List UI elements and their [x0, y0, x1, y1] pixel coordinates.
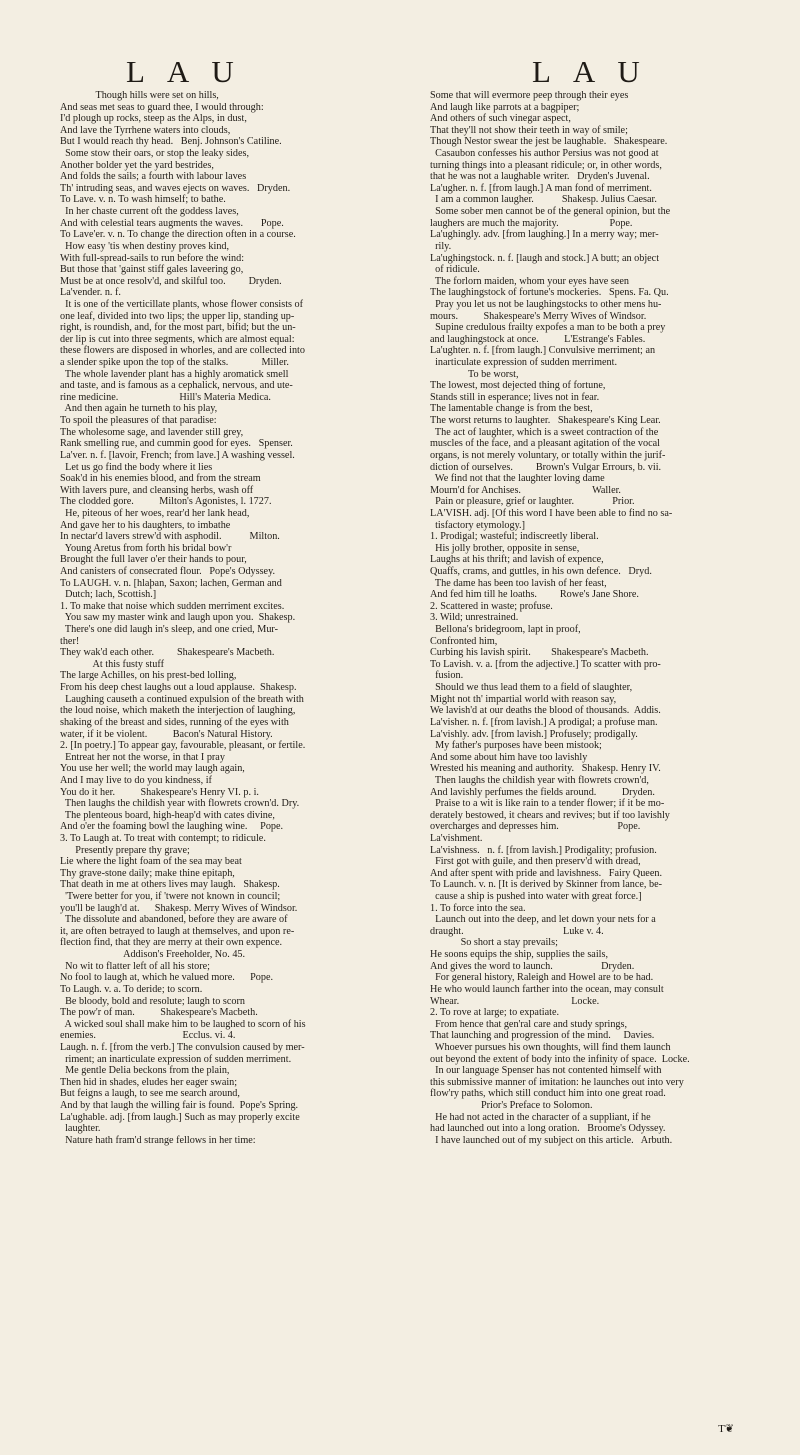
text-line: There's one did laugh in's sleep, and one cried, Mur- [60, 624, 279, 636]
text-line: Whoever pursues his own thoughts, will find them launch [430, 1041, 671, 1053]
text-line: flow'ry paths, which still conduct him into one great road. [430, 1088, 666, 1100]
text-line: Bellona's bridegroom, lapt in proof, [430, 624, 581, 636]
text-line: 3. To Laugh at. To treat with contempt; to ridicule. [60, 833, 266, 844]
text-line: How easy 'tis when destiny proves kind, [60, 240, 230, 252]
text-line: So short a stay prevails; [430, 937, 558, 949]
text-line: Let us go find the body where it lies [60, 461, 213, 473]
text-line: La'ughter. n. f. [from laugh.] Convulsive merriment; an [430, 345, 656, 357]
text-line: Entreat her not the worse, in that I pray [60, 751, 225, 763]
text-line: Stands still in esperance; lives not in fear. [430, 391, 600, 403]
text-line: His jolly brother, opposite in sense, [430, 542, 580, 554]
text-line: To Lave'er. v. n. To change the direction often in a course. [60, 229, 296, 241]
text-line: The lowest, most dejected thing of fortune, [430, 380, 606, 392]
text-line: The dissolute and abandoned, before they are aware of [60, 914, 288, 926]
text-line: He, piteous of her woes, rear'd her lank head, [60, 507, 250, 519]
text-line: From hence that gen'ral care and study springs, [430, 1018, 628, 1030]
text-line: Though Nestor swear the jest be laughable. Shakespeare. [430, 136, 668, 148]
text-line: The act of laughter, which is a sweet contraction of the [430, 426, 659, 438]
text-line: The forlorn maiden, whom your eyes have seen [430, 275, 629, 287]
text-line: At this fusty stuff [60, 658, 164, 670]
text-line: That death in me at others lives may laugh. Shakesp. [60, 879, 280, 891]
text-line: 1. To make that noise which sudden merriment excites. [60, 600, 285, 612]
text-line: 'Twere better for you, if 'twere not known in council; [60, 891, 281, 903]
text-line: It is one of the verticillate plants, whose flower consists of [60, 298, 304, 310]
text-line: Some sober men cannot be of the general opinion, but the [430, 206, 671, 218]
text-line: In our language Spenser has not contented himself with [430, 1065, 662, 1077]
text-line: La'ver. n. f. [lavoir, French; from lave.] A washing vessel. [60, 449, 295, 461]
text-line: No fool to laugh at, which he valued more. Pope. [60, 972, 274, 984]
text-line: of ridicule. [430, 264, 480, 276]
text-line: La'vishment. [430, 833, 483, 844]
text-line: Rank smelling rue, and cummin good for eyes. Spenser. [60, 438, 293, 450]
text-line: fusion. [430, 670, 464, 682]
text-line: right, is roundish, and, for the most part, bifid; but the un- [60, 322, 296, 334]
text-line: inarticulate expression of sudden merriment. [430, 357, 617, 369]
text-line: and taste, and is famous as a cephalick, nervous, and ute- [60, 380, 293, 392]
text-line: And gives the word to launch. Dryden. [430, 960, 635, 972]
text-line: 1. Prodigal; wasteful; indiscreetly liberal. [430, 531, 599, 543]
text-line: Me gentle Delia beckons from the plain, [60, 1065, 230, 1077]
text-line: I'd plough up rocks, steep as the Alps, in dust, [60, 113, 247, 125]
text-line: And seas met seas to guard thee, I would through: [60, 101, 264, 113]
text-line: To be worst, [430, 368, 519, 380]
text-line: Lie where the light foam of the sea may beat [60, 856, 242, 868]
text-line: La'ugher. n. f. [from laugh.] A man fond of merriment. [430, 182, 652, 194]
text-line: My father's purposes have been mistook; [430, 740, 602, 752]
text-line: Though hills were set on hills, [60, 90, 219, 101]
text-line: Praise to a wit is like rain to a tender flower; if it be mo- [430, 798, 665, 810]
text-line: We lavish'd at our deaths the blood of thousands. Addis. [430, 705, 661, 717]
text-line: He soons equips the ship, supplies the sails, [430, 949, 608, 961]
text-line: La'ughable. adj. [from laugh.] Such as may properly excite [60, 1111, 300, 1123]
text-line: Some that will evermore peep through their eyes [430, 90, 629, 101]
text-line: La'visher. n. f. [from lavish.] A prodigal; a profuse man. [430, 716, 658, 728]
text-line: And by that laugh the willing fair is found. Pope's Spring. [60, 1100, 299, 1112]
text-line: And o'er the foaming bowl the laughing wine. Pope. [60, 821, 284, 833]
text-line: He who would launch farther into the ocean, may consult [430, 983, 664, 995]
text-line: Curbing his lavish spirit. Shakespeare's Macbeth. [430, 647, 649, 659]
text-line: We find not that the laughter loving dame [430, 473, 605, 485]
text-line: But feigns a laugh, to see me search around, [60, 1088, 240, 1100]
text-line: Prior's Preface to Solomon. [430, 1100, 593, 1112]
text-line: To Launch. v. n. [It is derived by Skinner from lance, be- [430, 879, 663, 891]
text-line: derately bestowed, it chears and revives; but if too lavishly [430, 809, 670, 821]
text-line: The wholesome sage, and lavender still grey, [60, 426, 244, 438]
text-line: shaking of the breast and sides, running of the eyes with [60, 716, 289, 728]
text-line: Laughing causeth a continued expulsion of the breath with [60, 693, 304, 705]
text-line: riment; an inarticulate expression of sudden merriment. [60, 1053, 292, 1065]
text-line: You do it her. Shakespeare's Henry VI. p. i. [60, 786, 259, 798]
text-line: To Lavish. v. a. [from the adjective.] To scatter with pro- [430, 658, 661, 670]
text-line: You saw my master wink and laugh upon you. Shakesp. [60, 612, 296, 624]
text-line: Quaffs, crams, and guttles, in his own defence. Dryd. [430, 565, 652, 577]
text-line: In nectar'd lavers strew'd with asphodil. Milton. [60, 531, 280, 543]
text-line: First got with guile, and then preserv'd with dread, [430, 856, 641, 868]
text-line: To Lave. v. n. To wash himself; to bathe. [60, 194, 226, 206]
text-line: Thy grave-stone daily; make thine epitaph, [60, 867, 235, 879]
text-line: Casaubon confesses his author Persius was not good at [430, 148, 659, 160]
text-line: Mourn'd for Anchises. Waller. [430, 484, 621, 496]
text-line: And laugh like parrots at a bagpiper; [430, 101, 580, 113]
text-line: Then hid in shades, eludes her eager swain; [60, 1076, 238, 1088]
text-line: laughter. [60, 1123, 101, 1135]
text-line: 2. [In poetry.] To appear gay, favourable, pleasant, or fertile. [60, 740, 306, 752]
text-line: 2. Scattered in waste; profuse. [430, 600, 553, 612]
text-line: The plenteous board, high-heap'd with cates divine, [60, 809, 275, 821]
text-line: the loud noise, which maketh the interjection of laughing, [60, 705, 296, 717]
text-line: had launched out into a long oration. Broome's Odyssey. [430, 1123, 666, 1135]
text-line: La'vishness. n. f. [from lavish.] Prodigality; profusion. [430, 844, 657, 856]
text-line: Supine credulous frailty expofes a man to be both a prey [430, 322, 666, 334]
text-line: For general history, Raleigh and Howel are to be had. [430, 972, 654, 984]
text-line: mours. Shakespeare's Merry Wives of Windsor. [430, 310, 647, 322]
text-line: and laughingstock at once. L'Estrange's Fables. [430, 333, 646, 345]
text-line: Dutch; lach, Scottish.] [60, 589, 157, 601]
text-line: From his deep chest laughs out a loud applause. Shakesp. [60, 682, 297, 694]
text-line: Must be at once resolv'd, and skilful too. Dryden. [60, 275, 282, 287]
text-line: The whole lavender plant has a highly aromatick smell [60, 368, 289, 380]
text-line: ther! [60, 635, 80, 647]
text-line: Launch out into the deep, and let down your nets for a [430, 914, 656, 926]
text-line: And I may live to do you kindness, if [60, 774, 212, 786]
text-line: turning things into a pleasant ridicule; or, in other words, [430, 159, 662, 171]
text-line: you'll be laugh'd at. Shakesp. Merry Wives of Windsor. [60, 902, 298, 914]
text-line: The laughingstock of fortune's mockeries. Spens. Fa. Qu. [430, 287, 669, 299]
text-line: Should we thus lead them to a field of slaughter, [430, 682, 633, 694]
text-line: And some about him have too lavishly [430, 751, 588, 763]
text-line: Pain or pleasure, grief or laughter. Prior. [430, 496, 635, 508]
text-line: And gave her to his daughters, to imbathe [60, 519, 231, 531]
text-line: You use her well; the world may laugh again, [60, 763, 245, 775]
text-line: Addison's Freeholder, No. 45. [60, 949, 246, 961]
text-line: this submissive manner of imitation: he launches out into very [430, 1076, 684, 1088]
text-line: Whear. Locke. [430, 995, 600, 1007]
text-line: And lave the Tyrrhene waters into clouds, [60, 124, 231, 136]
text-line: And with celestial tears augments the waves. Pope. [60, 217, 284, 229]
text-line: one leaf, divided into two lips; the upper lip, standing up- [60, 310, 295, 322]
text-line: Young Aretus from forth his bridal bow'r [60, 542, 232, 554]
text-line: And then again he turneth to his play, [60, 403, 218, 415]
text-line: Some stow their oars, or stop the leaky sides, [60, 148, 250, 160]
text-line: Confronted him, [430, 635, 498, 647]
text-line: enemies. Ecclus. vi. 4. [60, 1030, 236, 1042]
text-line: The dame has been too lavish of her feast, [430, 577, 607, 589]
text-line: But I would reach thy head. Benj. Johnson's Catiline. [60, 136, 282, 148]
text-line: The pow'r of man. Shakespeare's Macbeth. [60, 1007, 258, 1019]
text-line: The clodded gore. Milton's Agonistes, l. 1727. [60, 496, 272, 508]
text-line: La'ughingstock. n. f. [laugh and stock.] A butt; an object [430, 252, 660, 264]
text-line: Wrested his meaning and authority. Shakesp. Henry IV. [430, 763, 661, 775]
text-line: Then laughs the childish year with flowrets crown'd. Dry. [60, 798, 300, 810]
text-line: I am a common laugher. Shakesp. Julius Caesar. [430, 194, 657, 206]
text-line: To Laugh. v. a. To deride; to scorn. [60, 983, 203, 995]
running-head-right: LAU [532, 54, 662, 89]
text-line: The lamentable change is from the best, [430, 403, 593, 415]
right-column [430, 90, 748, 1146]
text-line: The large Achilles, on his prest-bed lolling, [60, 670, 237, 682]
text-line: And canisters of consecrated flour. Pope's Odyssey. [60, 565, 276, 577]
text-line: Then laughs the childish year with flowrets crown'd, [430, 774, 649, 786]
text-line: laughers are much the majority. Pope. [430, 217, 633, 229]
text-line: And folds the sails; a fourth with labour laves [60, 171, 247, 183]
text-line: Nature hath fram'd strange fellows in her time: [60, 1134, 256, 1146]
text-line: Might not th' impartial world with reason say, [430, 693, 617, 705]
text-line: draught. Luke v. 4. [430, 925, 604, 937]
catchword: T❦ [718, 1423, 734, 1435]
text-line: Pray you let us not be laughingstocks to other mens hu- [430, 298, 662, 310]
text-line: muscles of the face, and a pleasant agitation of the vocal [430, 438, 660, 450]
text-line: Be bloody, bold and resolute; laugh to scorn [60, 995, 245, 1007]
text-line: Presently prepare thy grave; [60, 844, 190, 856]
text-line: Soak'd in his enemies blood, and from the stream [60, 473, 261, 485]
text-line: Brought the full laver o'er their hands to pour, [60, 554, 247, 566]
text-line: 3. Wild; unrestrained. [430, 612, 519, 624]
text-line: that he was not a laughable writer. Dryden's Juvenal. [430, 171, 650, 183]
text-line: La'vender. n. f. [60, 287, 121, 299]
text-line: overcharges and depresses him. Pope. [430, 821, 641, 833]
text-line: Th' intruding seas, and waves ejects on waves. Dryden. [60, 182, 291, 194]
left-column [60, 90, 378, 1146]
text-line: He had not acted in the character of a suppliant, if he [430, 1111, 651, 1123]
text-line: 2. To rove at large; to expatiate. [430, 1007, 560, 1019]
text-line: But those that 'gainst stiff gales laveering go, [60, 264, 244, 276]
running-head-left: LAU [126, 54, 256, 89]
text-line: To spoil the pleasures of that paradise: [60, 415, 217, 427]
text-line: They wak'd each other. Shakespeare's Macbeth. [60, 647, 275, 659]
text-line: water, if it be violent. Bacon's Natural History. [60, 728, 273, 740]
text-line: In her chaste current oft the goddess laves, [60, 206, 239, 218]
text-line: And others of such vinegar aspect, [430, 113, 571, 125]
text-line: it, are often betrayed to laugh at themselves, and upon re- [60, 925, 295, 937]
text-line: tisfactory etymology.] [430, 519, 525, 531]
text-line: With lavers pure, and cleansing herbs, wash off [60, 484, 254, 496]
text-line: And fed him till he loaths. Rowe's Jane Shore. [430, 589, 639, 601]
text-line: I have launched out of my subject on this article. Arbuth. [430, 1134, 673, 1146]
text-line: With full-spread-sails to run before the wind: [60, 252, 245, 264]
text-line: flection find, that they are merry at their own expence. [60, 937, 283, 949]
text-line: A wicked soul shall make him to be laughed to scorn of his [60, 1018, 306, 1030]
text-line: The worst returns to laughter. Shakespeare's King Lear. [430, 415, 661, 427]
text-line: And after spent with pride and lavishness. Fairy Queen. [430, 867, 662, 879]
text-line: a slender spike upon the top of the stalks. Miller. [60, 357, 289, 369]
text-line: rily. [430, 240, 452, 252]
text-line: And lavishly perfumes the fields around. Dryden. [430, 786, 655, 798]
text-line: cause a ship is pushed into water with great force.] [430, 891, 642, 903]
text-line: rine medicine. Hill's Materia Medica. [60, 391, 271, 403]
text-line: 1. To force into the sea. [430, 902, 526, 914]
text-line: La'vishly. adv. [from lavish.] Profusely; prodigally. [430, 728, 638, 740]
text-line: LA'VISH. adj. [Of this word I have been able to find no sa- [430, 507, 673, 519]
text-line: La'ughingly. adv. [from laughing.] In a merry way; mer- [430, 229, 659, 241]
text-line: der lip is cut into three segments, which are almost equal: [60, 333, 295, 345]
text-line: No wit to flatter left of all his store; [60, 960, 210, 972]
text-line: these flowers are disposed in whorles, and are collected into [60, 345, 305, 357]
text-line: Laughs at his thrift; and lavish of expence, [430, 554, 604, 566]
text-line: That launching and progression of the mind. Davies. [430, 1030, 655, 1042]
text-line: out beyond the extent of body into the infinity of space. Locke. [430, 1053, 690, 1065]
text-line: diction of ourselves. Brown's Vulgar Errours, b. vii. [430, 461, 662, 473]
text-line: organs, is not merely voluntary, or totally within the jurif- [430, 449, 666, 461]
text-line: Laugh. n. f. [from the verb.] The convulsion caused by mer- [60, 1041, 305, 1053]
text-line: That they'll not show their teeth in way of smile; [430, 124, 628, 136]
text-line: Another bolder yet the yard bestrides, [60, 159, 214, 171]
text-line: To LAUGH. v. n. [hlaþan, Saxon; lachen, German and [60, 577, 282, 589]
